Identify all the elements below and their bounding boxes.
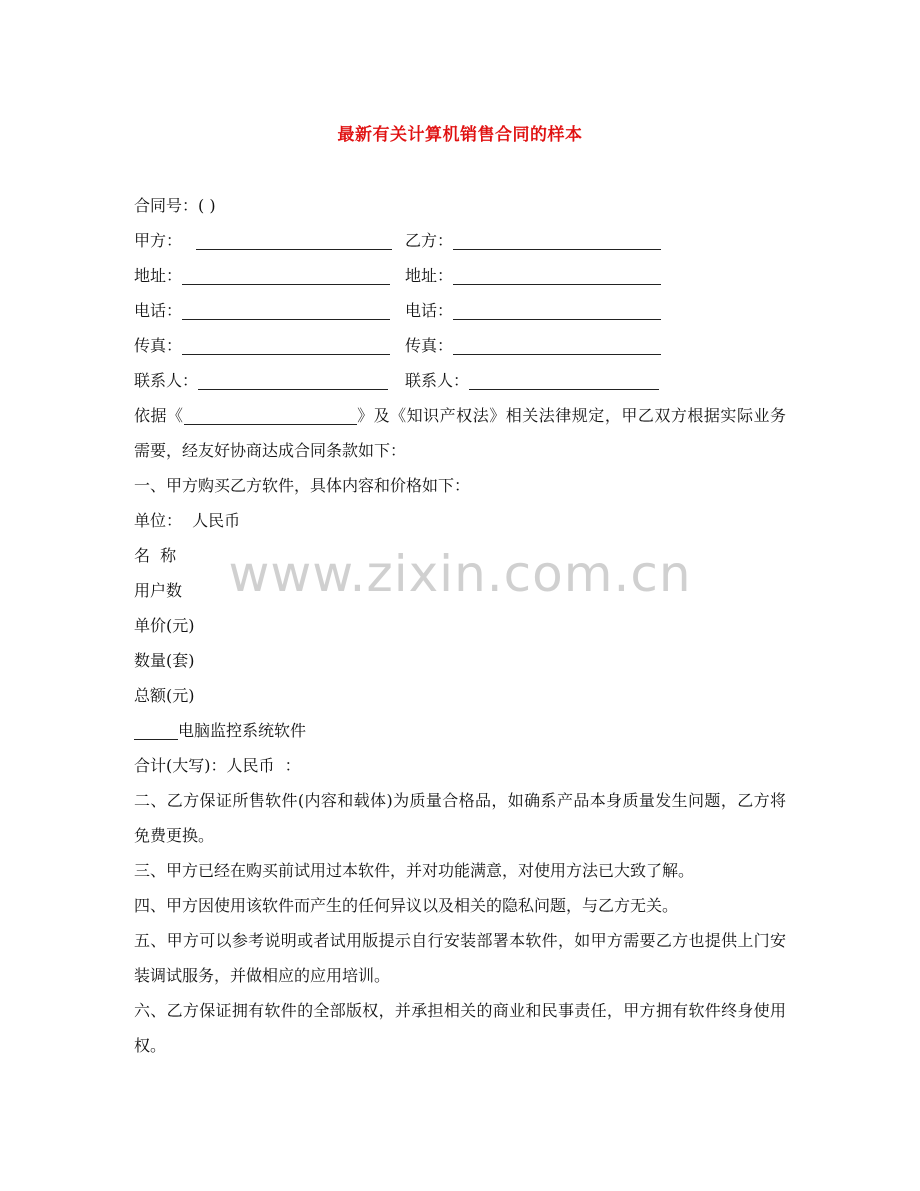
product-name-blank xyxy=(134,719,178,740)
product-line xyxy=(134,713,786,748)
clause-2: 二、乙方保证所售软件(内容和载体)为质量合格品，如确系产品本身质量发生问题，乙方将免费更换。 xyxy=(134,791,786,845)
contract-number: 合同号：( ) xyxy=(134,196,216,215)
party-row-contact xyxy=(134,363,786,398)
fax-a-label: 传真： xyxy=(134,336,183,355)
fax-b-blank xyxy=(453,334,661,355)
field-user-count: 用户数 xyxy=(134,581,183,600)
party-row-party xyxy=(134,223,786,258)
document-title: 最新有关计算机销售合同的样本 xyxy=(337,125,583,145)
phone-a-label: 电话： xyxy=(134,301,183,320)
basis-prefix: 依据《 xyxy=(134,406,184,425)
fax-a-blank xyxy=(182,334,390,355)
party-row-phone xyxy=(134,293,786,328)
basis-suffix: 》及《知识产权法》相关法律规定，甲乙双方根据实际业务需要，经友好协商达成合同条款如下： xyxy=(134,406,786,460)
contact-b-blank xyxy=(469,369,659,390)
clause-4: 四、甲方因使用该软件而产生的任何异议以及相关的隐私问题，与乙方无关。 xyxy=(134,896,679,915)
address-b-blank xyxy=(453,264,661,285)
contact-a-label: 联系人： xyxy=(134,371,199,390)
total-in-words: 合计(大写)：人民币 ： xyxy=(134,756,301,775)
product-name: 电脑监控系统软件 xyxy=(178,721,307,740)
party-a-label: 甲方： xyxy=(134,231,183,250)
currency-unit: 单位： 人民币 xyxy=(134,511,241,530)
party-row-address xyxy=(134,258,786,293)
phone-a-blank xyxy=(182,299,390,320)
field-quantity: 数量(套) xyxy=(134,651,195,670)
address-b-label: 地址： xyxy=(405,266,454,285)
document-body xyxy=(134,188,786,1063)
law-name-blank xyxy=(184,404,357,425)
field-name: 名 称 xyxy=(134,546,177,565)
party-b-blank xyxy=(453,229,661,250)
clause-3: 三、甲方已经在购买前试用过本软件，并对功能满意，对使用方法已大致了解。 xyxy=(134,861,695,880)
phone-b-label: 电话： xyxy=(405,301,454,320)
clause-1: 一、甲方购买乙方软件，具体内容和价格如下： xyxy=(134,476,471,495)
party-b-label: 乙方： xyxy=(405,231,454,250)
address-a-label: 地址： xyxy=(134,266,183,285)
basis-paragraph xyxy=(134,398,786,468)
party-a-blank xyxy=(196,229,392,250)
contact-b-label: 联系人： xyxy=(405,371,470,390)
clause-5: 五、甲方可以参考说明或者试用版提示自行安装部署本软件，如甲方需要乙方也提供上门安装调试服务，并做相应的应用培训。 xyxy=(134,931,786,985)
field-total-amount: 总额(元) xyxy=(134,686,195,705)
party-row-fax xyxy=(134,328,786,363)
watermark: www.zixin.com.cn xyxy=(228,545,692,603)
field-unit-price: 单价(元) xyxy=(134,616,195,635)
contact-a-blank xyxy=(198,369,388,390)
phone-b-blank xyxy=(453,299,661,320)
fax-b-label: 传真： xyxy=(405,336,454,355)
clause-6: 六、乙方保证拥有软件的全部版权，并承担相关的商业和民事责任，甲方拥有软件终身使用权。 xyxy=(134,1001,786,1055)
address-a-blank xyxy=(182,264,390,285)
